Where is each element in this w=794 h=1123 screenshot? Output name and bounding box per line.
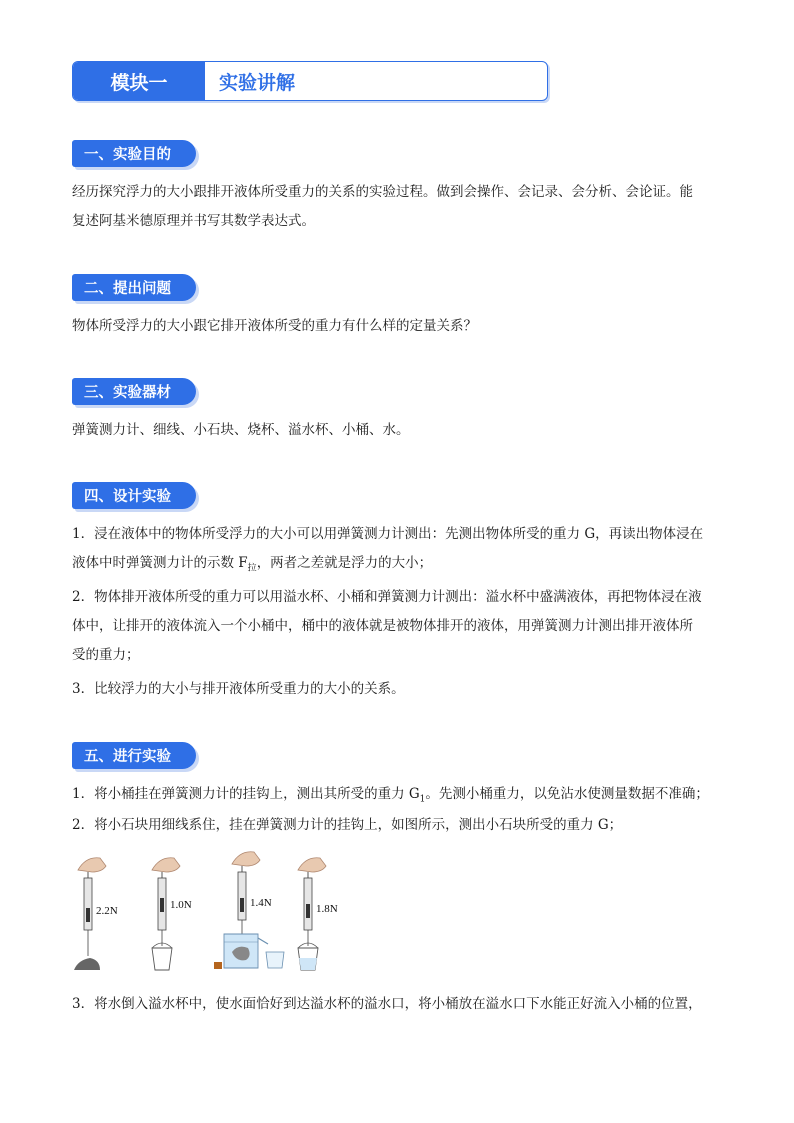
- text-line: 受的重力；: [72, 647, 140, 663]
- text-line: 物体所受浮力的大小跟它排开液体所受的重力有什么样的定量关系？: [72, 318, 477, 334]
- text-line: 体中，让排开的液体流入一个小桶中，桶中的液体就是被物体排开的液体，用弹簧测力计测出排开液体所: [72, 618, 693, 634]
- reading-label: 1.8N: [316, 903, 338, 915]
- text-line: 1．浸在液体中的物体所受浮力的大小可以用弹簧测力计测出：先测出物体所受的重力 G，再读出物体浸在: [72, 526, 704, 542]
- text-line: [72, 780, 709, 814]
- text-segment: 。先测小桶重力，以免沾水使测量数据不准确；: [425, 786, 709, 802]
- section-tag-purpose: 一、实验目的: [72, 140, 196, 167]
- scale-stone-in-water: [214, 852, 284, 969]
- text-line: [72, 549, 432, 583]
- text-line: 弹簧测力计、细线、小石块、烧杯、溢水杯、小桶、水。: [72, 422, 410, 438]
- text-segment: 1．将小桶挂在弹簧测力计的挂钩上，测出其所受的重力 G: [72, 786, 420, 802]
- module-banner: [72, 61, 548, 101]
- module-label: 模块一: [73, 62, 205, 100]
- text-line: 3．将水倒入溢水杯中，使水面恰好到达溢水杯的溢水口，将小桶放在溢水口下水能正好流入小桶的位置，: [72, 996, 702, 1012]
- scale-bucket: [152, 858, 192, 970]
- text-line: 2．将小石块用细线系住，挂在弹簧测力计的挂钩上，如图所示，测出小石块所受的重力 G；: [72, 817, 623, 833]
- text-segment: ，两者之差就是浮力的大小；: [256, 555, 433, 571]
- text-segment: 液体中时弹簧测力计的示数 F: [72, 555, 248, 571]
- reading-label: 2.2N: [96, 905, 118, 917]
- text-line: 2．物体排开液体所受的重力可以用溢水杯、小桶和弹簧测力计测出：溢水杯中盛满液体，再把物体浸在液: [72, 589, 702, 605]
- scale-stone-in-air: [74, 858, 118, 970]
- section-tag-procedure: 五、进行实验: [72, 742, 196, 769]
- section-tag-design: 四、设计实验: [72, 482, 196, 509]
- subscript: 拉: [247, 563, 257, 574]
- reading-label: 1.0N: [170, 899, 192, 911]
- experiment-figure: [66, 848, 366, 978]
- text-line: 复述阿基米德原理并书写其数学表达式。: [72, 213, 315, 229]
- section-tag-question: 二、提出问题: [72, 274, 196, 301]
- subscript: 1: [419, 794, 426, 805]
- text-line: 经历探究浮力的大小跟排开液体所受重力的关系的实验过程。做到会操作、会记录、会分析、会论证。能: [72, 184, 693, 200]
- module-title: 实验讲解: [219, 71, 296, 94]
- text-line: 3．比较浮力的大小与排开液体所受重力的大小的关系。: [72, 681, 405, 697]
- reading-label: 1.4N: [250, 897, 272, 909]
- scale-bucket-with-water: [298, 858, 338, 970]
- section-tag-equipment: 三、实验器材: [72, 378, 196, 405]
